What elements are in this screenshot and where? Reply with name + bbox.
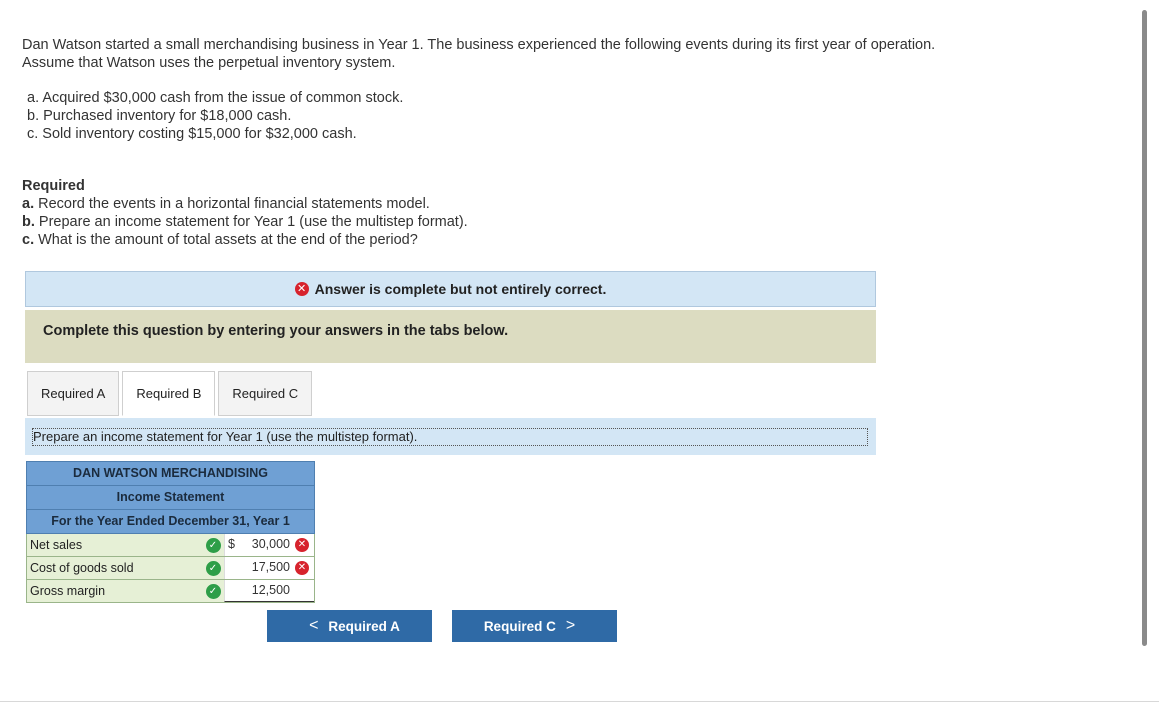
tab-required-c[interactable]: Required C xyxy=(218,371,312,416)
prev-label: Required A xyxy=(328,618,400,634)
divider xyxy=(0,701,1159,702)
next-required-button[interactable] xyxy=(452,610,617,642)
chevron-left-icon: < xyxy=(309,617,319,634)
error-icon: ✕ xyxy=(295,282,309,296)
tab-required-a[interactable]: Required A xyxy=(27,371,119,416)
required-list xyxy=(22,177,468,249)
result-banner xyxy=(25,271,876,307)
event-item: c. Sold inventory costing $15,000 for $32,000 cash. xyxy=(27,126,357,142)
required-item: b. Prepare an income statement for Year 1 (use the multistep format). xyxy=(22,214,468,230)
error-icon: ✕ xyxy=(295,538,309,552)
prev-required-button[interactable] xyxy=(267,610,432,642)
next-label: Required C xyxy=(483,618,556,634)
scrollbar[interactable] xyxy=(1142,10,1147,646)
amount-value: 30,000 xyxy=(251,537,290,551)
statement-period: For the Year Ended December 31, Year 1 xyxy=(26,510,315,534)
error-icon: ✕ xyxy=(295,561,309,575)
table-row xyxy=(26,534,315,557)
row-label: Cost of goods sold xyxy=(30,561,134,575)
problem-intro: Dan Watson started a small merchandising business in Year 1. The business experienced the following events during its first year of operation. Assume that Watson uses the perpetual inventory system. xyxy=(22,37,936,71)
check-icon: ✓ xyxy=(206,538,221,553)
dollar-sign: $ xyxy=(228,537,235,551)
value-field[interactable] xyxy=(224,580,314,602)
required-heading: Required xyxy=(22,178,85,194)
table-row xyxy=(26,580,315,603)
event-item: a. Acquired $30,000 cash from the issue of common stock. xyxy=(27,90,404,106)
table-row xyxy=(26,557,315,580)
complete-prompt: Complete this question by entering your answers in the tabs below. xyxy=(25,310,876,363)
income-statement xyxy=(26,461,315,603)
event-list xyxy=(27,89,403,143)
value-field[interactable] xyxy=(224,534,314,556)
amount-value: 17,500 xyxy=(251,560,290,574)
instruction-text: Prepare an income statement for Year 1 (use the multistep format). xyxy=(32,428,868,446)
required-item: c. What is the amount of total assets at the end of the period? xyxy=(22,232,418,248)
check-icon: ✓ xyxy=(206,561,221,576)
required-item: a. Record the events in a horizontal financial statements model. xyxy=(22,196,430,212)
chevron-right-icon: > xyxy=(565,617,576,634)
amount-value: 12,500 xyxy=(251,583,290,597)
row-label: Net sales xyxy=(30,538,83,552)
value-field[interactable] xyxy=(224,557,314,579)
statement-company: DAN WATSON MERCHANDISING xyxy=(26,461,315,486)
check-icon: ✓ xyxy=(206,584,221,599)
row-label: Gross margin xyxy=(30,584,106,598)
tab-bar xyxy=(27,371,315,416)
banner-text: Answer is complete but not entirely correct. xyxy=(314,281,607,297)
statement-title: Income Statement xyxy=(26,486,315,510)
event-item: b. Purchased inventory for $18,000 cash. xyxy=(27,108,292,124)
tab-required-b[interactable]: Required B xyxy=(122,371,215,416)
